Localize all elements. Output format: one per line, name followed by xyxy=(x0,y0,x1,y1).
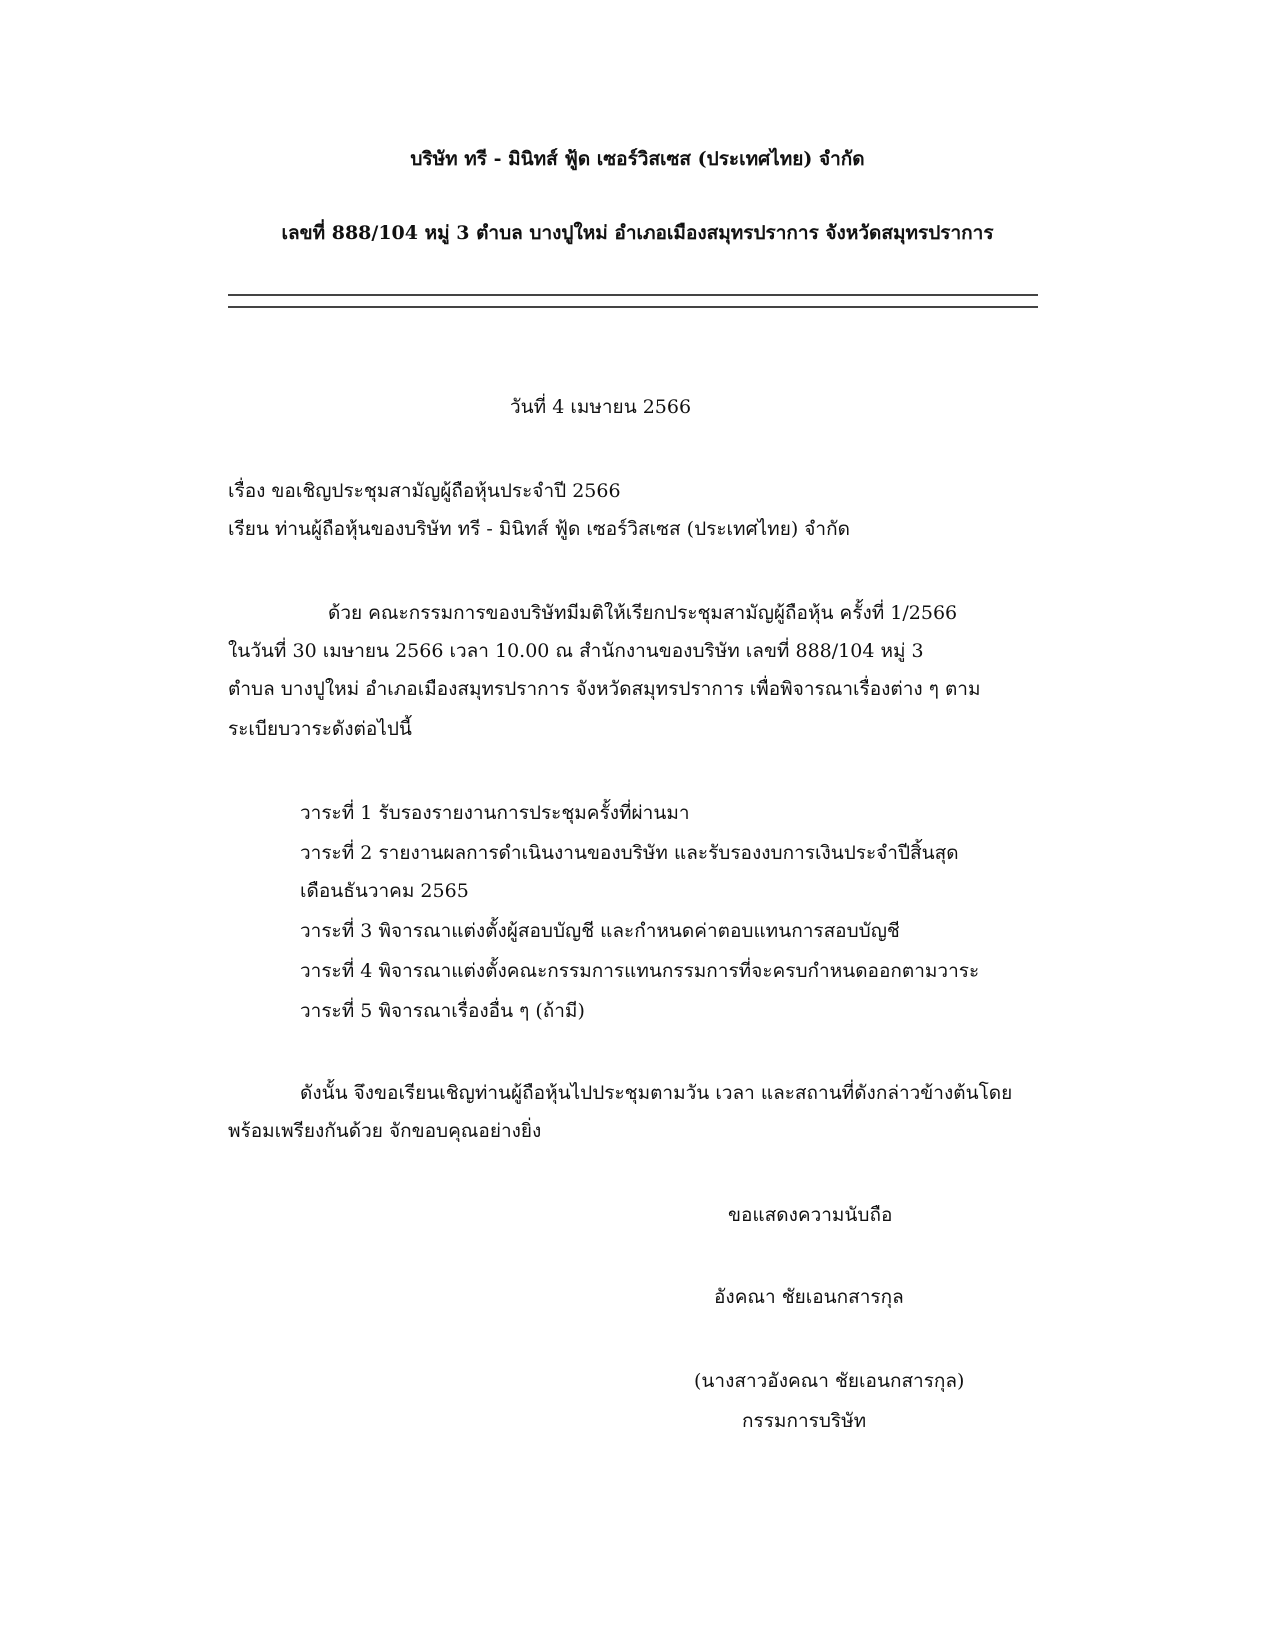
intro-line: ตำบล บางปูใหม่ อำเภอเมืองสมุทรปราการ จังหวัดสมุทรปราการ เพื่อพิจารณาเรื่องต่าง ๆ ตาม xyxy=(228,678,981,700)
agenda-item: วาระที่ 1 รับรองรายงานการประชุมครั้งที่ผ่านมา xyxy=(300,802,690,824)
salutation: ขอแสดงความนับถือ xyxy=(728,1204,893,1226)
signed-name: อังคณา ชัยเอนกสารกุล xyxy=(714,1286,904,1308)
letter-date: วันที่ 4 เมษายน 2566 xyxy=(510,396,692,418)
closing-line: ดังนั้น จึงขอเรียนเชิญท่านผู้ถือหุ้นไปประชุมตามวัน เวลา และสถานที่ดังกล่าวข้างต้นโดย xyxy=(300,1082,1013,1104)
intro-line: ในวันที่ 30 เมษายน 2566 เวลา 10.00 ณ สำนักงานของบริษัท เลขที่ 888/104 หมู่ 3 xyxy=(228,640,924,662)
agenda-item: วาระที่ 4 พิจารณาแต่งตั้งคณะกรรมการแทนกรรมการที่จะครบกำหนดออกตามวาระ xyxy=(300,960,980,982)
intro-line: ด้วย คณะกรรมการของบริษัทมีมติให้เรียกประชุมสามัญผู้ถือหุ้น ครั้งที่ 1/2566 xyxy=(328,602,958,624)
signatory-position: กรรมการบริษัท xyxy=(742,1410,867,1432)
separator-rule xyxy=(228,294,1038,308)
intro-line: ระเบียบวาระดังต่อไปนี้ xyxy=(228,718,412,740)
agenda-item: วาระที่ 2 รายงานผลการดำเนินงานของบริษัท และรับรองงบการเงินประจำปีสิ้นสุด xyxy=(300,842,959,864)
company-name: บริษัท ทรี - มินิทส์ ฟู้ด เซอร์วิสเซส (ประเทศไทย) จำกัด xyxy=(410,148,865,170)
letter-subject: เรื่อง ขอเชิญประชุมสามัญผู้ถือหุ้นประจำปี 2566 xyxy=(228,480,621,502)
closing-line: พร้อมเพรียงกันด้วย จักขอบคุณอย่างยิ่ง xyxy=(228,1120,542,1142)
signatory-full-name: (นางสาวอังคณา ชัยเอนกสารกุล) xyxy=(694,1370,965,1392)
letter-recipient: เรียน ท่านผู้ถือหุ้นของบริษัท ทรี - มินิทส์ ฟู้ด เซอร์วิสเซส (ประเทศไทย) จำกัด xyxy=(228,518,850,540)
agenda-item: วาระที่ 3 พิจารณาแต่งตั้งผู้สอบบัญชี และกำหนดค่าตอบแทนการสอบบัญชี xyxy=(300,920,900,942)
agenda-item: วาระที่ 5 พิจารณาเรื่องอื่น ๆ (ถ้ามี) xyxy=(300,1000,585,1022)
agenda-item-continuation: เดือนธันวาคม 2565 xyxy=(300,880,469,902)
company-address: เลขที่ 888/104 หมู่ 3 ตำบล บางปูใหม่ อำเภอเมืองสมุทรปราการ จังหวัดสมุทรปราการ xyxy=(281,222,994,244)
